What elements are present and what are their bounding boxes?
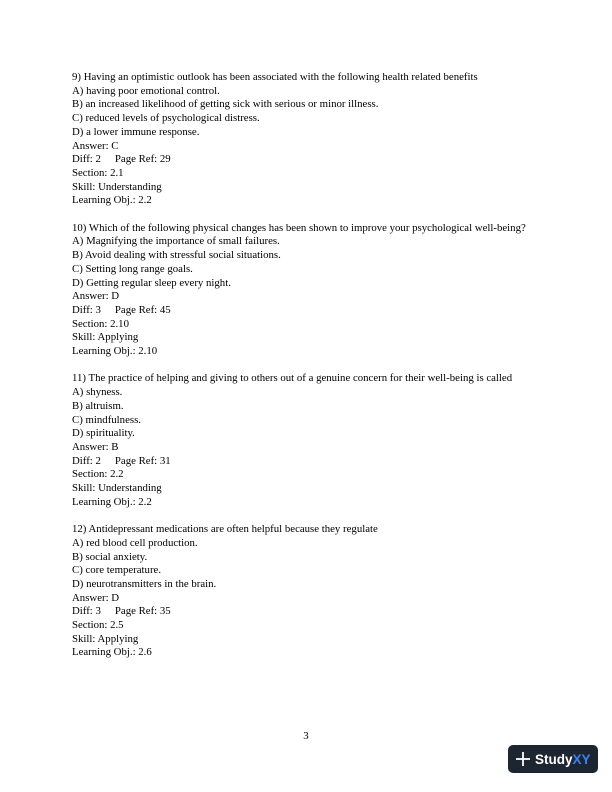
option-b: B) social anxiety. — [72, 550, 148, 563]
page-ref: Page Ref: 45 — [114, 303, 171, 316]
studyxy-badge[interactable] — [508, 745, 598, 773]
question-text: 9) Having an optimistic outlook has been associated with the following health related benefits — [72, 71, 478, 83]
option-d: D) neurotransmitters in the brain. — [72, 577, 217, 590]
option-a: A) shyness. — [72, 386, 123, 399]
answer: Answer: D — [72, 591, 120, 604]
question-block-12 — [72, 523, 542, 660]
answer: Answer: B — [72, 440, 119, 453]
skill: Skill: Understanding — [72, 180, 162, 193]
skill: Skill: Applying — [72, 331, 139, 344]
option-a: A) Magnifying the importance of small failures. — [72, 235, 280, 248]
difficulty: Diff: 3 — [72, 303, 101, 316]
page-ref: Page Ref: 35 — [114, 605, 171, 618]
difficulty: Diff: 2 — [72, 153, 101, 166]
question-block-9 — [72, 71, 542, 208]
option-b: B) Avoid dealing with stressful social situations. — [72, 249, 281, 262]
skill: Skill: Applying — [72, 632, 139, 645]
difficulty-row — [72, 605, 542, 619]
option-a: A) having poor emotional control. — [72, 84, 220, 97]
section: Section: 2.5 — [72, 619, 124, 632]
option-d: D) spirituality. — [72, 427, 135, 440]
section: Section: 2.2 — [72, 468, 124, 481]
option-c: C) core temperature. — [72, 564, 162, 577]
learning-objective: Learning Obj.: 2.2 — [72, 194, 152, 207]
skill: Skill: Understanding — [72, 482, 162, 495]
question-text: 10) Which of the following physical changes has been shown to improve your psychological well-being? — [72, 221, 526, 234]
page-number: 3 — [303, 730, 309, 742]
difficulty-row — [72, 304, 542, 318]
question-block-10 — [72, 222, 542, 359]
option-d: D) a lower immune response. — [72, 125, 200, 138]
question-list — [72, 71, 542, 674]
option-a: A) red blood cell production. — [72, 536, 198, 549]
option-c: C) mindfulness. — [72, 413, 141, 426]
answer: Answer: D — [72, 290, 120, 303]
option-d: D) Getting regular sleep every night. — [72, 276, 231, 289]
difficulty: Diff: 3 — [72, 605, 101, 618]
answer: Answer: C — [72, 139, 119, 152]
question-text: 11) The practice of helping and giving to others out of a genuine concern for their well-being is called — [72, 372, 513, 385]
page-ref: Page Ref: 29 — [114, 153, 171, 166]
section: Section: 2.10 — [72, 317, 129, 330]
learning-objective: Learning Obj.: 2.10 — [72, 345, 158, 358]
plus-icon — [516, 752, 530, 766]
option-b: B) altruism. — [72, 399, 124, 412]
brand-main: Study — [535, 751, 573, 767]
option-c: C) Setting long range goals. — [72, 262, 193, 275]
difficulty-row — [72, 153, 542, 167]
learning-objective: Learning Obj.: 2.6 — [72, 646, 152, 659]
question-text: 12) Antidepressant medications are often helpful because they regulate — [72, 523, 378, 536]
question-block-11 — [72, 372, 542, 509]
option-b: B) an increased likelihood of getting sick with serious or minor illness. — [72, 98, 379, 111]
learning-objective: Learning Obj.: 2.2 — [72, 495, 152, 508]
section: Section: 2.1 — [72, 166, 124, 179]
option-c: C) reduced levels of psychological distress. — [72, 112, 260, 125]
difficulty: Diff: 2 — [72, 454, 101, 467]
page-ref: Page Ref: 31 — [114, 454, 171, 467]
difficulty-row — [72, 455, 542, 469]
brand-accent: XY — [572, 751, 591, 767]
